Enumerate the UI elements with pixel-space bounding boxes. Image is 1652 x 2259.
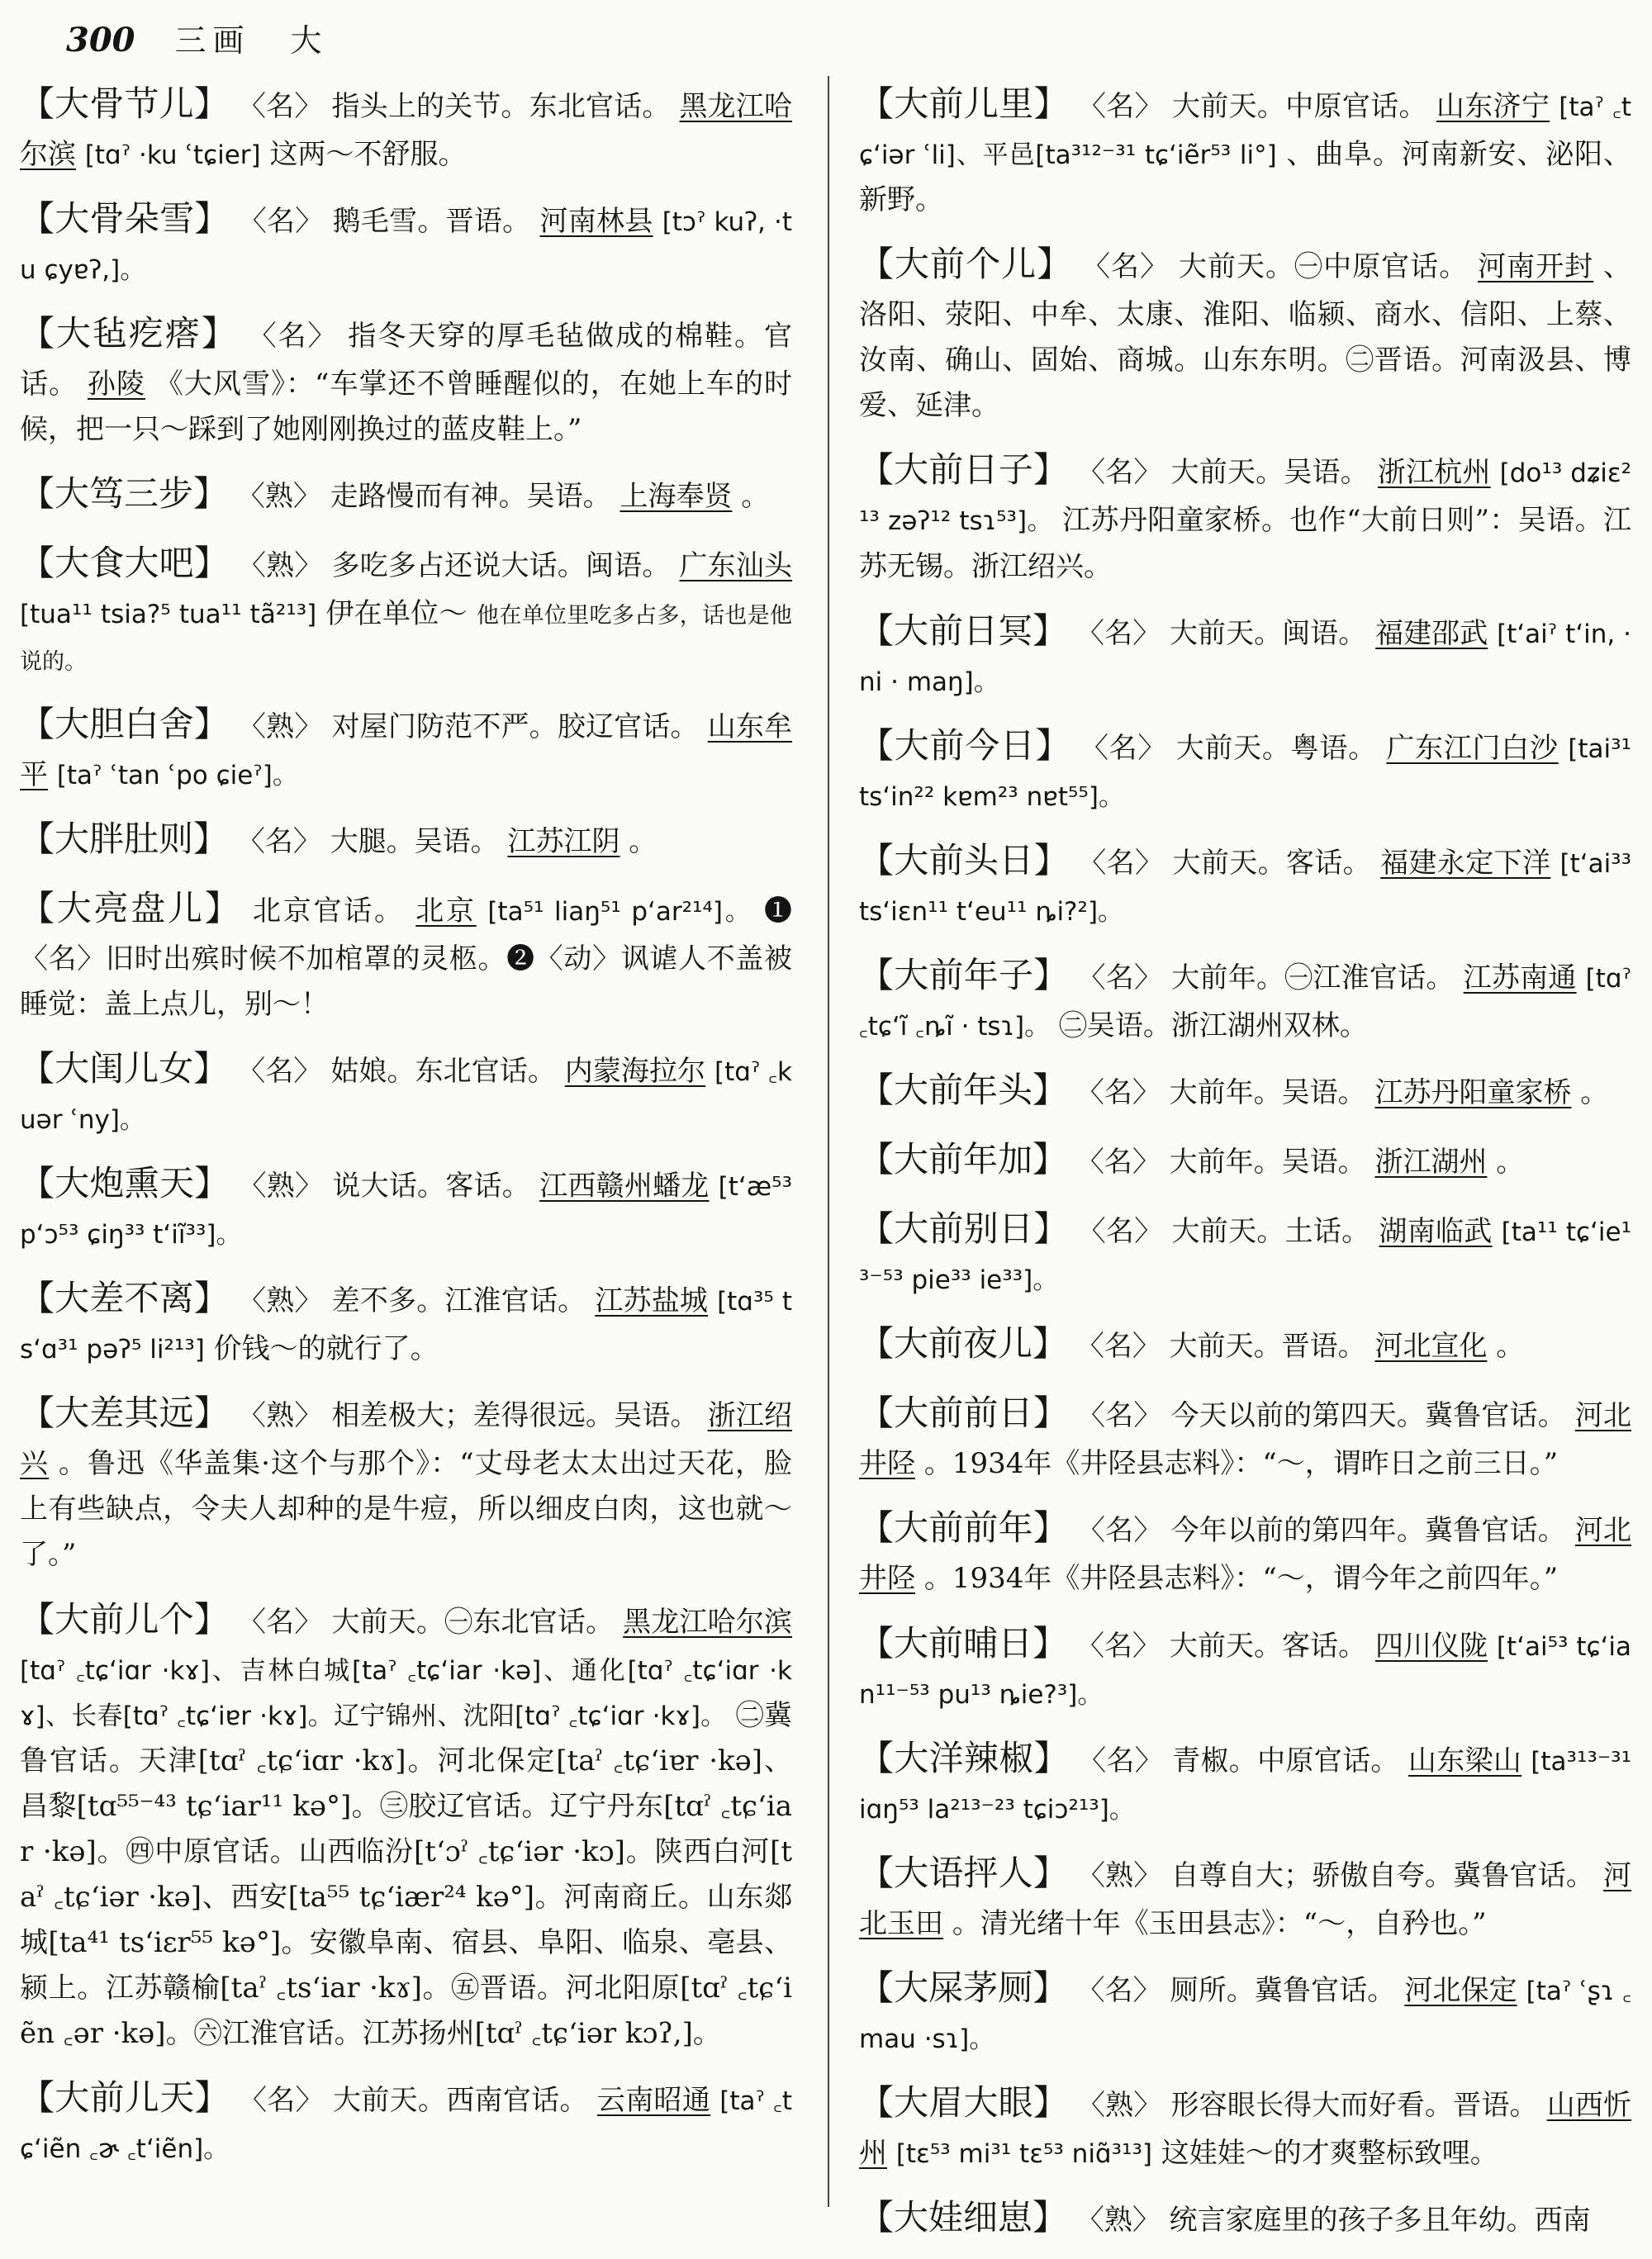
location-name: 江苏江阴 <box>507 824 620 858</box>
example-text: 。清光绪十年《玉田县志》：“～，自矜也。” <box>952 1906 1487 1940</box>
definition: 大前天。中原官话。 <box>1172 90 1427 123</box>
part-of-speech: 〈名〉 <box>238 205 324 239</box>
part-of-speech: 〈名〉 <box>1077 961 1163 994</box>
left-column <box>20 76 792 2185</box>
definition: 统言家庭里的孩子多且年幼。西南 <box>1169 2204 1591 2238</box>
pronunciation: [tua¹¹ tsia?⁵ tua¹¹ tã²¹³] <box>20 600 317 630</box>
entry-headword: 【大前夜儿】 <box>859 1323 1068 1364</box>
dictionary-entry <box>859 1500 1631 1602</box>
definition: 大前天。闽语。 <box>1170 616 1367 650</box>
entry-headword: 【大前日冥】 <box>859 610 1068 651</box>
definition: 指冬天穿的厚毛毡做成的棉鞋。官话。 <box>20 320 793 401</box>
entry-headword: 【大前儿个】 <box>20 1598 230 1640</box>
definition: 大前天。西南官话。 <box>333 2084 588 2118</box>
location-name: 河南开封 <box>1478 250 1594 284</box>
definition: 北京官话。 <box>253 894 405 928</box>
example-text: 。 <box>629 824 657 858</box>
pronunciation: [do¹³ dʑiɛ²¹³ zəʔ¹² tsɿ⁵³]。 <box>859 458 1632 537</box>
part-of-speech: 〈名〉 <box>238 1605 323 1639</box>
location-name: 四川仪陇 <box>1374 1629 1488 1663</box>
part-of-speech: 〈名〉 <box>1077 456 1162 490</box>
location-name: 内蒙海拉尔 <box>564 1054 706 1088</box>
pronunciation: [t‘ai³³ ts‘iɛn¹¹ t‘eu¹¹ ȵi?²]。 <box>859 848 1632 927</box>
part-of-speech: 〈名〉 <box>1082 250 1170 284</box>
part-of-speech: 〈熟〉 <box>1075 2204 1161 2238</box>
definition: 青椒。中原官话。 <box>1172 1744 1399 1777</box>
entry-headword: 【大前前年】 <box>859 1507 1069 1549</box>
definition: 大前天。晋语。 <box>1169 1330 1366 1364</box>
location-name: 江苏丹阳童家桥 <box>1374 1076 1572 1110</box>
pronunciation: [taˀ ʿʂɿ ꜀mau ·sɿ]。 <box>859 1976 1632 2054</box>
dictionary-entry <box>859 1132 1631 1188</box>
pronunciation: [ta³¹³⁻³¹ iɑŋ⁵³ la²¹³⁻²³ tɕiɔ²¹³]。 <box>859 1746 1632 1825</box>
part-of-speech: 〈名〉 <box>236 824 321 858</box>
entry-headword: 【大毡疙瘩】 <box>20 313 238 354</box>
definition: 大前年。吴语。 <box>1169 1146 1366 1179</box>
definition: 大前年。吴语。 <box>1169 1076 1366 1110</box>
entry-headword: 【大娃细崽】 <box>859 2197 1068 2238</box>
pronunciation: [tɑ³⁵ ts‘ɑ³¹ pəʔ⁵ li²¹³] <box>20 1287 793 1365</box>
entry-headword: 【大前日子】 <box>859 449 1069 491</box>
entry-headword: 【大前年加】 <box>859 1139 1068 1180</box>
dictionary-entry <box>859 442 1631 589</box>
part-of-speech: 〈熟〉 <box>238 709 323 743</box>
dictionary-entry <box>20 1592 792 2057</box>
location-name: 福建永定下洋 <box>1380 846 1551 880</box>
part-of-speech: 〈名〉 <box>1076 1629 1161 1663</box>
example-gloss: 他在单位里吃多占多，话也是他说的。 <box>20 603 793 675</box>
definition: 大前年。㊀江淮官话。 <box>1171 961 1455 994</box>
location-name: 孙陵 <box>87 368 145 401</box>
example-text: 。鲁迅《华盖集·这个与那个》：“丈母老太太出过天花，脸上有些缺点，令夫人却种的是牛痘，所以细皮白肉，这也就～了。” <box>20 1447 793 1572</box>
definition: 大前天。㊀中原官话。 <box>1178 250 1469 284</box>
location-name: 浙江杭州 <box>1377 456 1491 490</box>
location-name: 河北井陉 <box>859 1514 1632 1596</box>
part-of-speech: 〈名〉 <box>1076 616 1161 650</box>
part-of-speech: 〈熟〉 <box>236 480 321 514</box>
pronunciation: [t‘æ⁵³ p‘ɔ⁵³ ɕiŋ³³ t‘iĩ³³]。 <box>20 1172 793 1251</box>
entry-headword: 【大语抨人】 <box>859 1852 1069 1893</box>
dictionary-entry <box>20 76 792 178</box>
entry-headword: 【大洋辣椒】 <box>859 1737 1069 1778</box>
definition: 大前天。粤语。 <box>1175 731 1377 765</box>
location-name: 河北保定 <box>1404 1973 1517 2007</box>
example-text: 。 <box>1580 1076 1609 1110</box>
example-text: 。 <box>1496 1146 1525 1179</box>
dictionary-entry <box>859 603 1631 705</box>
location-name: 河南林县 <box>539 205 653 239</box>
dictionary-entry <box>859 76 1631 223</box>
definition: 说大话。客话。 <box>332 1170 531 1203</box>
example-text: 。 <box>1496 1330 1525 1364</box>
part-of-speech: 〈名〉 <box>248 320 338 354</box>
entry-headword: 【大前个儿】 <box>859 244 1073 285</box>
part-of-speech: 〈熟〉 <box>1077 1858 1162 1892</box>
dictionary-entry <box>859 236 1631 429</box>
entry-headword: 【大骨节儿】 <box>20 83 230 124</box>
part-of-speech: 〈名〉 <box>1077 1399 1162 1433</box>
part-of-speech: 〈名〉 <box>1078 846 1164 880</box>
section-label: 三画 <box>174 22 251 59</box>
entry-headword: 【大差不离】 <box>20 1278 230 1319</box>
dictionary-entry <box>859 1201 1631 1303</box>
part-of-speech: 〈名〉 <box>1075 1076 1161 1110</box>
dictionary-entry <box>859 1062 1631 1118</box>
dictionary-entry <box>859 1385 1631 1487</box>
entry-headword: 【大前年子】 <box>859 954 1069 995</box>
part-of-speech: 〈名〉 <box>1077 1215 1163 1249</box>
definition: 大前天。客话。 <box>1169 1629 1367 1663</box>
example-text: 《大风雪》：“车掌还不曾睡醒似的，在她上车的时候，把一只～踩到了她刚刚换过的蓝皮鞋上。” <box>20 368 792 447</box>
dictionary-entry <box>20 1385 792 1578</box>
entry-headword: 【大炮熏天】 <box>20 1163 230 1204</box>
definition: 今天以前的第四天。冀鲁官话。 <box>1170 1399 1566 1433</box>
definition: 鹅毛雪。晋语。 <box>332 205 531 239</box>
location-name: 山东牟平 <box>20 709 793 791</box>
dictionary-entry <box>20 1041 792 1142</box>
pronunciation: [tɑˀ ·ku ʿtɕier] <box>84 140 261 171</box>
definition: 相差极大；差得很远。吴语。 <box>331 1399 699 1433</box>
entry-headword: 【大前前日】 <box>859 1393 1069 1434</box>
example-text: 价钱～的就行了。 <box>213 1332 439 1366</box>
part-of-speech: 〈名〉 <box>1076 1973 1161 2007</box>
dictionary-entry <box>20 811 792 867</box>
definition: 指头上的关节。东北官话。 <box>331 90 671 123</box>
definition: 大前天。客话。 <box>1172 846 1371 880</box>
location-name: 河北玉田 <box>859 1858 1632 1940</box>
entry-headword: 【大前头日】 <box>859 839 1070 880</box>
part-of-speech: 〈名〉 <box>1077 90 1163 123</box>
dictionary-entry <box>20 191 792 292</box>
dictionary-entry <box>20 696 792 798</box>
example-text: 这娃娃～的才爽整标致哩。 <box>1161 2136 1498 2170</box>
location-name: 山东梁山 <box>1408 1744 1522 1777</box>
location-name: 福建邵武 <box>1375 616 1488 650</box>
location-name: 河北宣化 <box>1374 1330 1488 1364</box>
part-of-speech: 〈熟〉 <box>1077 2088 1162 2122</box>
dictionary-entry <box>20 466 792 522</box>
entry-headword: 【大胖肚则】 <box>20 818 229 859</box>
definition: 自尊自大；骄傲自夸。冀鲁官话。 <box>1170 1858 1595 1892</box>
dictionary-entry <box>859 2190 1631 2246</box>
entry-headword: 【大食大吧】 <box>20 543 230 584</box>
definition: 姑娘。东北官话。 <box>330 1054 556 1088</box>
example-text: 伊在单位～ <box>325 597 468 631</box>
part-of-speech: 〈名〉 <box>1078 1744 1164 1777</box>
example-text: 。1934年《井陉县志料》：“～，谓昨日之前三日。” <box>923 1447 1559 1481</box>
definition: 形容眼长得大而好看。晋语。 <box>1170 2088 1538 2122</box>
entry-headword: 【大前年头】 <box>859 1070 1068 1111</box>
location-name: 浙江绍兴 <box>20 1399 793 1481</box>
location-name: 黑龙江哈尔滨 <box>623 1605 793 1639</box>
pronunciation: [tɛ⁵³ mi³¹ tɛ⁵³ niɑ̃³¹³] <box>895 2138 1152 2169</box>
dictionary-entry <box>859 1960 1631 2062</box>
entry-headword: 【大亮盘儿】 <box>20 887 242 928</box>
part-of-speech: 〈名〉 <box>1080 731 1167 765</box>
example-text: ㊁吴语。浙江湖州双林。 <box>1058 1009 1368 1042</box>
definition: 大前天。吴语。 <box>1170 456 1369 490</box>
definition: 大前天。土话。 <box>1171 1215 1370 1249</box>
definition: 今年以前的第四年。冀鲁官话。 <box>1170 1514 1566 1548</box>
dictionary-entry <box>859 1730 1631 1832</box>
dictionary-entry <box>20 1156 792 1257</box>
pronunciation: [tɑˀ ꜀tɕ‘ĩ ꜀ȵĩ · tsɿ]。 <box>859 963 1632 1042</box>
location-name: 上海奉贤 <box>620 480 733 514</box>
dictionary-entry <box>859 833 1631 934</box>
definition: 多吃多占还说大话。闽语。 <box>331 549 671 583</box>
location-name: 云南昭通 <box>596 2084 711 2118</box>
part-of-speech: 〈熟〉 <box>238 1284 323 1318</box>
dictionary-entry <box>20 1270 792 1372</box>
location-name: 河北井陉 <box>859 1399 1632 1481</box>
dictionary-entry <box>859 718 1631 819</box>
part-of-speech: 〈名〉 <box>238 90 323 123</box>
pronunciation: [tɑˀ ꜀kuər ʿny]。 <box>20 1056 792 1135</box>
dictionary-entry <box>859 1616 1631 1717</box>
definition: 厕所。冀鲁官话。 <box>1170 1973 1396 2007</box>
pronunciation: [taˀ ꜀tɕ‘iẽn ꜀ɚ ꜀t‘iẽn]。 <box>20 2086 793 2165</box>
location-name: 湖南临武 <box>1379 1215 1493 1249</box>
entry-headword: 【大胆白舍】 <box>20 703 230 744</box>
pronunciation: [t‘aiˀ t‘in, · ni · maŋ]。 <box>859 619 1632 697</box>
right-column <box>859 76 1631 2259</box>
entry-headword: 【大笃三步】 <box>20 473 229 515</box>
pronunciation: [tai³¹ ts‘in²² kɐm²³ nɐt⁵⁵]。 <box>859 733 1632 812</box>
location-name: 山东济宁 <box>1436 90 1550 123</box>
entry-headword: 【大前晡日】 <box>859 1622 1068 1663</box>
example-text: 这两～不舒服。 <box>269 138 467 172</box>
entry-headword: 【大前今日】 <box>859 724 1071 766</box>
example-text: ❶〈名〉旧时出殡时候不加棺罩的灵柩。❷〈动〉讽谑人不盖被睡觉：盖上点儿，别～！ <box>20 894 793 1021</box>
pronunciation: [tɑˀ ꜀tɕ‘iɑr ·kɤ]、吉林白城[taˀ ꜀tɕ‘iar ·kə]、通化[tɑˀ ꜀tɕ‘iɑr ·kɤ]、长春[tɑˀ ꜀tɕ‘iɐr ·kɤ]。辽宁锦州、沈阳[tɑˀ ꜀tɕ‘iɑr ·kɤ]。 <box>20 1655 792 1731</box>
dictionary-entry <box>859 2075 1631 2176</box>
pronunciation: [taˀ ꜀tɕ‘iər ʿli]、平邑[ta³¹²⁻³¹ tɕ‘iẽr⁵³ li°] <box>859 93 1632 171</box>
radical-label: 大 <box>290 22 322 59</box>
location-name: 山西忻州 <box>859 2088 1632 2170</box>
definition: 对屋门防范不严。胶辽官话。 <box>331 709 699 743</box>
entry-headword: 【大闺儿女】 <box>20 1047 229 1089</box>
definition: 大前天。㊀东北官话。 <box>331 1605 615 1639</box>
dictionary-entry <box>859 1845 1631 1947</box>
entry-headword: 【大前儿天】 <box>20 2077 230 2119</box>
pronunciation: [t‘ai⁵³ tɕ‘ian¹¹⁻⁵³ pu¹³ ȵie?³]。 <box>859 1631 1632 1710</box>
definition: 差不多。江淮官话。 <box>331 1284 586 1318</box>
dictionary-entry <box>859 947 1631 1049</box>
page-number: 300 <box>66 21 135 59</box>
example-text: 。1934年《井陉县志料》：“～，谓今年之前四年。” <box>923 1562 1559 1596</box>
location-name: 广东江门白沙 <box>1386 731 1559 765</box>
part-of-speech: 〈熟〉 <box>238 1170 324 1203</box>
part-of-speech: 〈名〉 <box>1075 1146 1161 1179</box>
entry-headword: 【大前别日】 <box>859 1208 1069 1250</box>
entry-headword: 【大前儿里】 <box>859 83 1069 124</box>
pronunciation: [ta¹¹ tɕ‘ie¹³⁻⁵³ pie³³ ie³³]。 <box>859 1217 1632 1296</box>
pronunciation: [tɔˀ kuʔ, ·tu ɕyɐʔ,]。 <box>20 207 792 286</box>
example-text: 、曲阜。河南新安、泌阳、新野。 <box>859 138 1632 217</box>
column-divider <box>828 76 829 2207</box>
example-text: 、洛阳、荥阳、中牟、太康、淮阳、临颍、商水、信阳、上蔡、汝南、确山、固始、商城。山东东明。㊁晋语。河南汲县、博爱、延津。 <box>859 250 1632 423</box>
entry-headword: 【大屎茅厕】 <box>859 1967 1068 2008</box>
part-of-speech: 〈熟〉 <box>238 549 323 583</box>
dictionary-entry <box>20 535 792 682</box>
part-of-speech: 〈名〉 <box>237 1054 322 1088</box>
part-of-speech: 〈熟〉 <box>238 1399 323 1433</box>
location-name: 黑龙江哈尔滨 <box>20 90 793 172</box>
location-name: 江西赣州蟠龙 <box>539 1170 710 1203</box>
location-name: 广东汕头 <box>679 549 793 583</box>
definition: 走路慢而有神。吴语。 <box>330 480 611 514</box>
entry-headword: 【大骨朵雪】 <box>20 198 230 240</box>
location-name: 江苏南通 <box>1463 961 1577 994</box>
part-of-speech: 〈名〉 <box>1075 1330 1161 1364</box>
part-of-speech: 〈名〉 <box>1077 1514 1162 1548</box>
dictionary-entry <box>859 1316 1631 1372</box>
entry-headword: 【大眉大眼】 <box>859 2081 1069 2123</box>
example-text: 江苏丹阳童家桥。也作“大前日则”：吴语。江苏无锡。浙江绍兴。 <box>859 504 1631 583</box>
dictionary-entry <box>20 306 792 453</box>
location-name: 北京 <box>415 894 477 928</box>
page-header <box>66 15 322 64</box>
dictionary-entry <box>20 880 792 1027</box>
example-text: ㊁冀鲁官话。天津[tɑˀ ꜀tɕ‘iɑr ·kɤ]。河北保定[taˀ ꜀tɕ‘iɐr ·kə]、昌黎[tɑ⁵⁵⁻⁴³ tɕ‘iar¹¹ kə°]。㊂胶辽官话。辽宁丹东[tɑˀ ꜀tɕ‘iar ·kə]。㊃中原官话。山西临汾[t‘ɔˀ ꜀tɕ‘iər ·kɔ]。陕西白河[taˀ ꜀tɕ‘iər ·kə]、西安[ta⁵⁵ tɕ‘iær²⁴ kə°]。河南商丘。山东郯城[ta⁴¹ ts‘iɛr⁵⁵ kə°]。安徽阜南、宿县、阜阳、临泉、亳县、颍上。江苏赣榆[taˀ ꜀ts‘iar ·kɤ]。㊄晋语。河北阳原[tɑˀ ꜀tɕ‘iẽn ꜀ər ·kə]。㊅江淮官话。江苏扬州[tɑˀ ꜀tɕ‘iər kɔʔ,]。 <box>20 1698 792 2051</box>
location-name: 江苏盐城 <box>595 1284 709 1318</box>
location-name: 浙江湖州 <box>1374 1146 1488 1179</box>
example-text: 。 <box>741 480 770 514</box>
entry-headword: 【大差其远】 <box>20 1393 230 1434</box>
pronunciation: [ta⁵¹ liaŋ⁵¹ p‘ar²¹⁴]。 <box>487 896 753 927</box>
part-of-speech: 〈名〉 <box>238 2084 324 2118</box>
dictionary-entry <box>20 2070 792 2171</box>
definition: 大腿。吴语。 <box>330 824 499 858</box>
pronunciation: [taˀ ʿtan ʿpo ɕieˀ]。 <box>56 760 298 790</box>
